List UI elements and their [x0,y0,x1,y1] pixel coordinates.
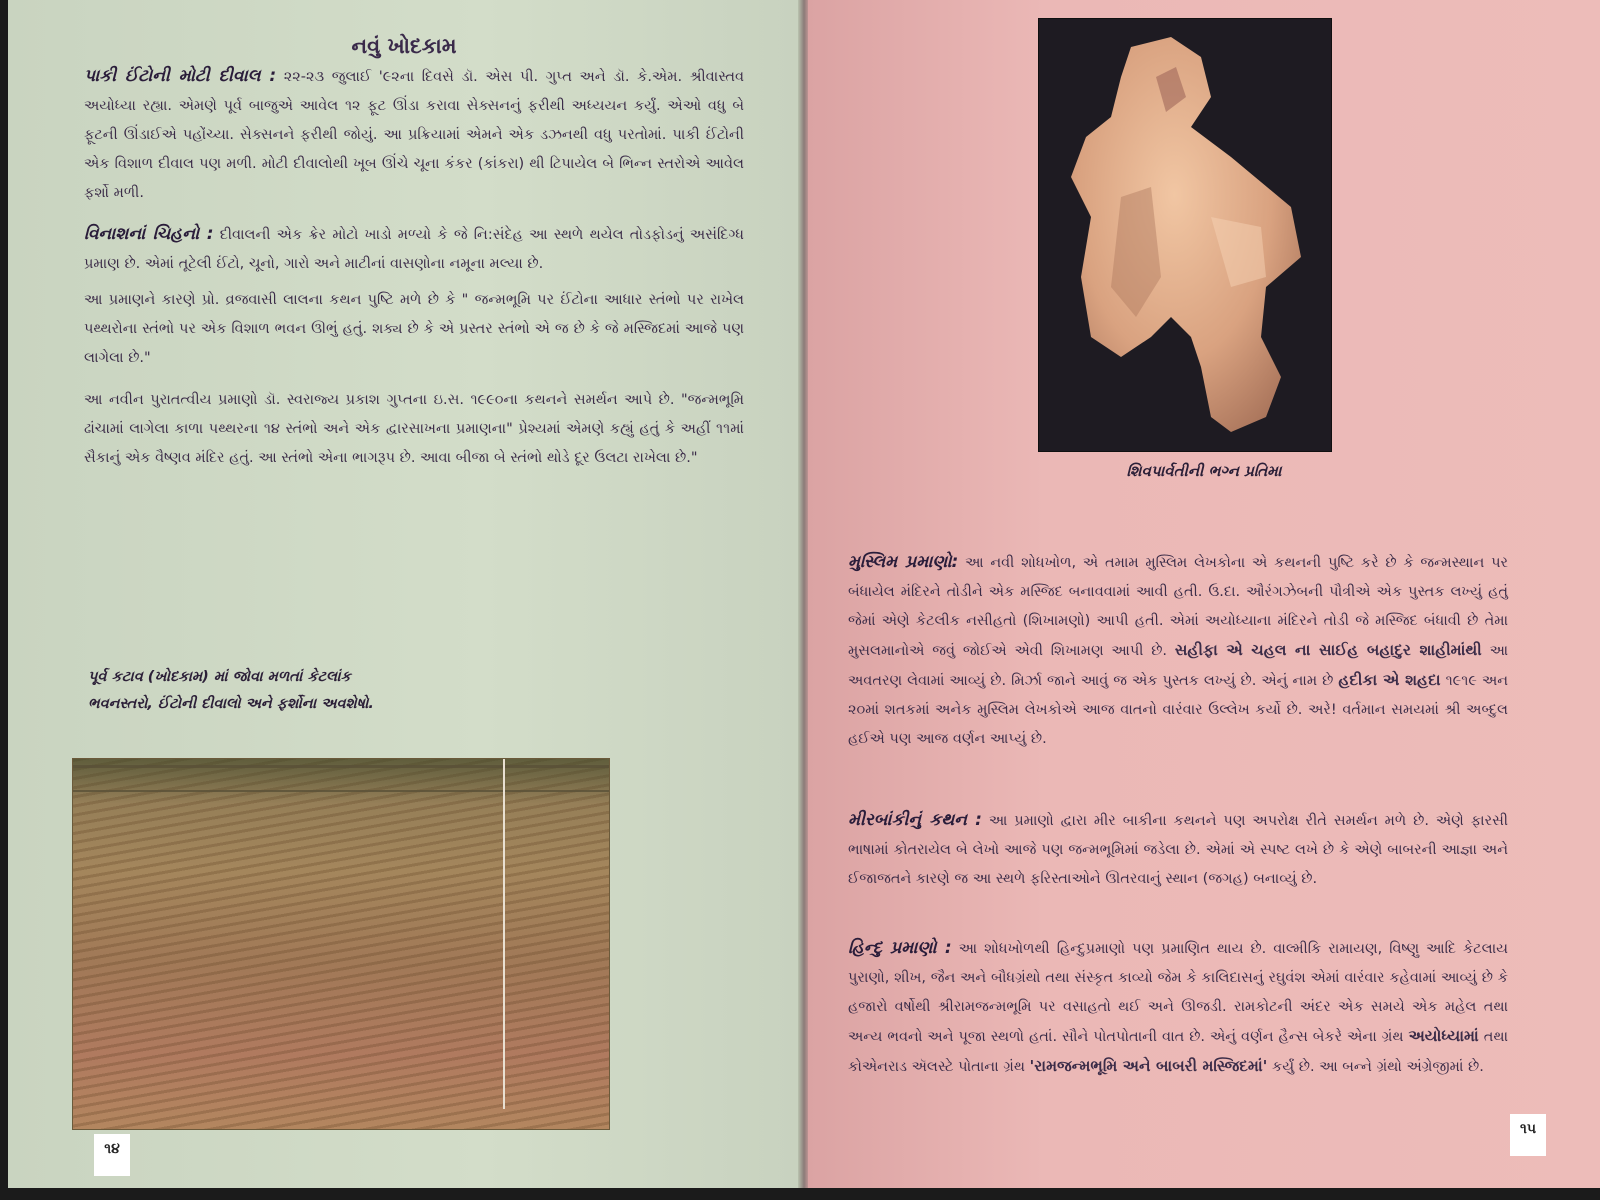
statue-caption: શિવપાર્વતીની ભગ્ન પ્રતિમા [1126,462,1282,480]
paragraph-text: આ પ્રમાણો દ્વારા મીર બાકીના કથનને પણ અપરોક્ષ રીતે સમર્થન મળે છે. એણે ફારસી ભાષામાં કોતરાયેલ બે લેખો આજે પણ જન્મભૂમિમાં જડેલા છે. એમાં એ સ્પષ્ટ લખે છે કે એણે બાબરની આજ્ઞા અને ઈજાજતને કારણે જ આ સ્થળે ફરિસ્તાઓને ઊતરવાનું સ્થાન (જગહ) બનાવ્યું છે. [848,813,1508,887]
book-title-sahifa: સહીફા એ ચહલ ના સાઈહ બહાદુર શાહીમાંથી [1174,641,1482,659]
page-heading: નવું ખોદકામ [351,34,457,58]
paragraph-text: આ અવતરણ લેવામાં આવ્યું છે. મિર્ઝા જાને આવું જ એક પુસ્તક લખ્યું છે. એનું નામ છે [848,643,1509,689]
paragraph-lal-statement [84,286,744,373]
book-title-ayodhya: અયોધ્યામાં [1408,1027,1479,1045]
paragraph-hindu-evidence [848,934,1508,1082]
paragraph-text: ૧૯૧૯ અન ૨૦માં શતકમાં અનેક મુસ્લિમ લેખકોએ આજ વાતનો વારંવાર ઉલ્લેખ કર્યો છે. અરે! વર્તમાન સમયમાં શ્રી અબ્દુલ હઈએ પણ આજ વર્ણન આપ્યું છે. [848,673,1509,747]
paragraph-text: દીવાલની એક ક્રેર મોટો ખાડો મળ્યો કે જે નિ:સંદેહ આ સ્થળે થયેલ તોડફોડનું અસંદિગ્ધ પ્રમાણ છે. એમાં તૂટેલી ઈંટો, ચૂનો, ગારો અને માટીનાં વાસણોના નમૂના મલ્યા છે. [84,227,744,272]
paragraph-text: આ પ્રમાણને કારણે પ્રો. વ્રજવાસી લાલના કથન પુષ્ટિ મળે છે કે " જન્મભૂમિ પર ઈંટોના આધાર સ્તંભો પર રાખેલ પથ્થરોના સ્તંભો પર એક વિશાળ ભવન ઊભું હતું. શક્ય છે કે એ પ્રસ્તર સ્તંભો એ જ છે કે જે મસ્જિદમાં આજે પણ લાગેલા છે." [84,292,744,366]
fence-in-photo [73,765,609,792]
statue-photo [1038,18,1332,452]
paragraph-lead: હિન્દુ પ્રમાણો : [848,938,952,958]
paragraph-text: આ નવીન પુરાતત્વીય પ્રમાણો ડૉ. સ્વરાજ્ય પ્રકાશ ગુપ્તના ઇ.સ. ૧૯૯૦ના કથનને સમર્થન આપે છે. "જન્મભૂમિ ઢાંચામાં લાગેલા કાળા પથ્થરના ૧૪ સ્તંભો અને એક દ્વારસાખના પ્રમાણના" પ્રેશ્યમાં એમણે કહ્યું હતું કે અહીં ૧૧માં સૈકાનું એક વૈષ્ણવ મંદિર હતું. આ સ્તંભો એના ભાગરૂપ છે. આવા બીજા બે સ્તંભો થોડે દૂર ઉલટા રાખેલા છે." [84,392,744,466]
right-page [808,0,1600,1188]
paragraph-text: કર્યું છે. આ બન્ને ગ્રંથો અંગ્રેજીમાં છે. [1272,1059,1484,1075]
left-page [8,0,800,1188]
page-number: ૧૫ [1510,1114,1546,1156]
page-number: ૧૪ [94,1134,130,1176]
paragraph-text: આ નવી શોધખોળ, એ તમામ મુસ્લિમ લેખકોના એ કથનની પુષ્ટિ કરે છે કે જન્મસ્થાન પર બંધાયેલ મંદિરને તોડીને એક મસ્જિદ બનાવવામાં આવી હતી. ઉ.દા. ઔરંગઝેબની પૌત્રીએ એક પુસ્તક લખ્યું હતું જેમાં એણે કેટલીક નસીહતો (શિખામણો) આપી હતી. એમાં અયોધ્યાના મંદિરને તોડી જે મસ્જિદ બંધાવી છે તેમા મુસલમાનોએ જવું જોઈએ એવી શિખામણ આપી છે. [848,555,1508,659]
excavation-photo [72,758,610,1130]
measuring-pole-in-photo [503,759,505,1109]
paragraph-text: ૨૨-૨૩ જુલાઈ '૯૨ના દિવસે ડૉ. એસ પી. ગુપ્ત અને ડૉ. કે.એમ. શ્રીવાસ્તવ અયોધ્યા રહ્યા. એમણે પૂર્વ બાજુએ આવેલ ૧૨ ફૂટ ઊંડા કરાવા સેક્સનનું ફરીથી અધ્યયન કર્યું. એઓ વધુ બે ફૂટની ઊંડાઈએ પહોંચ્યા. સેક્સનને ફરીથી જોયું. આ પ્રક્રિયામાં એમને એક ડઝનથી વધુ પરતોમાં. પાકી ઈંટોની એક વિશાળ દીવાલ પણ મળી. મોટી દીવાલોથી ખૂબ ઊંચે ચૂના કંકર (કાંકરા) થી ટિપાયેલ બે ભિન્ન સ્તરોએ આવેલ ફર્શો મળી. [84,69,745,201]
paragraph-mirbaqi [848,806,1508,894]
paragraph-gupta-statement [84,386,744,473]
book-title-ramjanmabhoomi: 'રામજન્મભૂમિ અને બાબરી મસ્જિદમાં' [1029,1057,1268,1075]
broken-statue-image [1061,37,1311,437]
paragraph-lead: મીરબાંકીનું કથન : [848,810,982,830]
paragraph-lead: વિનાશનાં ચિહનો : [84,224,214,244]
paragraph-muslim-evidence [848,548,1508,754]
paragraph-brick-wall [84,62,744,208]
paragraph-text: આ શોધખોળથી હિન્દુપ્રમાણો પણ પ્રમાણિત થાય છે. વાલ્મીકિ રામાયણ, વિષ્ણુ આદિ કેટલાય પુરાણો, શીખ, જૈન અને બૌધગ્રંથો તથા સંસ્કૃત કાવ્યો જેમ કે કાલિદાસનું રઘુવંશ એમાં વારંવાર કહેવામાં આવ્યું છે કે હજારો વર્ષોથી શ્રીરામજન્મભૂમિ પર વસાહતો થઈ અને ઊજડી. રામકોટની અંદર એક સમયે એક મહેલ તથા અન્ય ભવનો અને પૂજા સ્થળો હતાં. સૌને પોતપોતાની વાત છે. એનું વર્ણન હૈન્સ બેકરે એના ગ્રંથ [848,941,1509,1045]
paragraph-lead: પાકી ઈંટોની મોટી દીવાલ : [84,66,277,86]
paragraph-destruction-signs [84,220,744,279]
book-title-hadika: હદીકા એ શહદા [1338,671,1441,689]
paragraph-text: તથા કોએનરાડ ઍલસ્ટે પોતાના ગ્રંથ [848,1029,1508,1075]
excavation-caption: પૂર્વ કટાવ (ખોદકામ) માં જોવા મળતાં કેટલાંક ભવનસ્તરો, ઈંટોની દીવાલો અને ફર્શોના અવશેષો. [88,669,374,712]
paragraph-lead: મુસ્લિમ પ્રમાણો: [848,552,959,572]
